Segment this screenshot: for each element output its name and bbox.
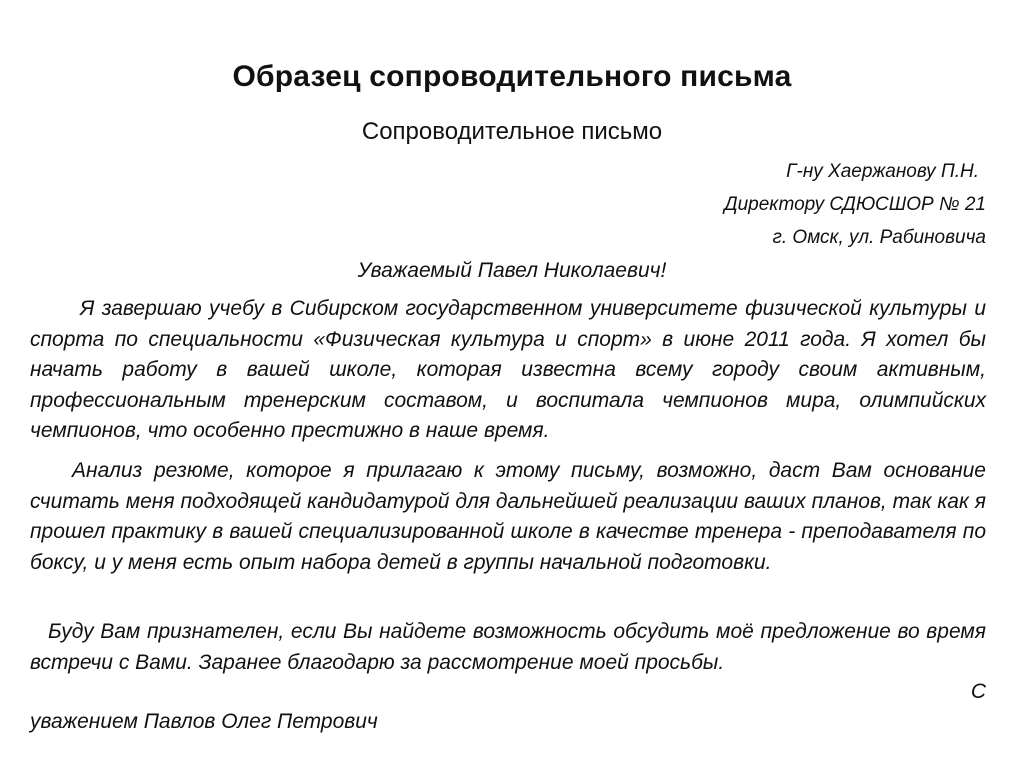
page-title: Образец сопроводительного письма (232, 60, 792, 93)
body-paragraph-2 (30, 456, 986, 578)
addressee-name: Г-ну Хаержанову П.Н. (786, 161, 979, 182)
greeting: Уважаемый Павел Николаевич! (357, 259, 667, 282)
body-paragraph-3 (30, 617, 986, 678)
addressee-position: Директору СДЮСШОР № 21 (724, 194, 986, 215)
signature: уважением Павлов Олег Петрович (30, 710, 378, 733)
letter-subtitle: Сопроводительное письмо (361, 118, 663, 145)
body-paragraph-1 (30, 294, 986, 447)
closing-prefix: С (970, 680, 986, 703)
body-paragraph-text: Буду Вам признателен, если Вы найдете возможность обсудить моё предложение во время встречи с Вами. Заранее благодарю за рассмотрение моей просьбы. (30, 620, 986, 674)
body-paragraph-text: Анализ резюме, которое я прилагаю к этому письму, возможно, даст Вам основание считать меня подходящей кандидатурой для дальнейшей реализации ваших планов, так как я прошел практику в вашей специализированной школе в качестве тренера - преподавателя по боксу, и у меня есть опыт набора детей в группы начальной подготовки. (30, 459, 986, 574)
body-paragraph-text: Я завершаю учебу в Сибирском государственном университете физической культуры и спорта по специальности «Физическая культура и спорт» в июне 2011 года. Я хотел бы начать работу в вашей школе, которая известна всему городу своим активным, профессиональным тренерским составом, и воспитала чемпионов мира, олимпийских чемпионов, что особенно престижно в наше время. (30, 297, 986, 442)
addressee-address: г. Омск, ул. Рабиновича (772, 227, 986, 248)
